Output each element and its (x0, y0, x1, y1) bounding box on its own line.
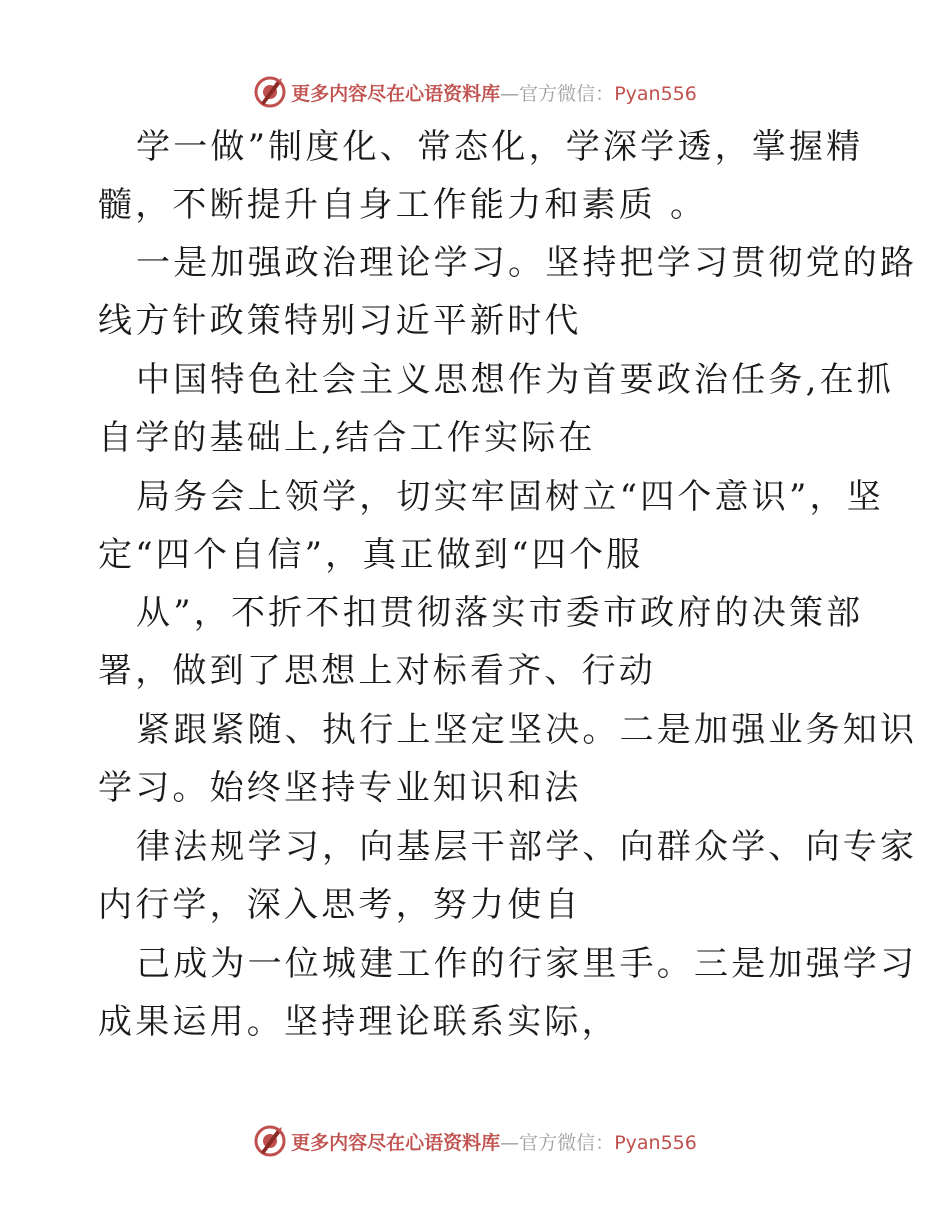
paragraph-line: 线方针政策特别习近平新时代 (98, 301, 582, 341)
paragraph-line: 局务会上领学，切实牢固树立“四个意识”，坚 (136, 477, 884, 517)
banner-prefix: 更多内容尽在心语资料库 (291, 1131, 501, 1154)
banner-dash: — (500, 82, 520, 105)
paragraph-line: 髓，不断提升自身工作能力和素质 。 (98, 185, 708, 225)
paragraph-line: 学一做”制度化、常态化，学深学透，掌握精 (136, 127, 864, 167)
paragraph-line: 定“四个自信”，真正做到“四个服 (98, 535, 644, 575)
paragraph-line: 自学的基础上,结合工作实际在 (98, 418, 596, 458)
banner-dash: — (500, 1131, 520, 1154)
quill-logo-icon (253, 1124, 287, 1158)
paragraph-line: 署，做到了思想上对标看齐、行动 (98, 651, 656, 691)
paragraph-line: 己成为一位城建工作的行家里手。三是加强学习 (136, 944, 918, 984)
banner-prefix: 更多内容尽在心语资料库 (291, 82, 501, 105)
banner-account: Pyan556 (614, 82, 697, 105)
paragraph-line: 成果运用。坚持理论联系实际， (98, 1002, 619, 1042)
paragraph-line: 一是加强政治理论学习。坚持把学习贯彻党的路 (136, 243, 918, 283)
banner-label: 官方微信： (519, 82, 615, 105)
paragraph-line: 从”，不折不扣贯彻落实市委市政府的决策部 (136, 593, 864, 633)
banner-account: Pyan556 (614, 1131, 697, 1154)
paragraph-line: 律法规学习，向基层干部学、向群众学、向专家 (136, 827, 918, 867)
paragraph-line: 内行学，深入思考，努力使自 (98, 885, 582, 925)
paragraph-line: 学习。始终坚持专业知识和法 (98, 768, 582, 808)
banner-label: 官方微信： (519, 1131, 615, 1154)
quill-logo-icon (253, 75, 287, 109)
paragraph-line: 中国特色社会主义思想作为首要政治任务,在抓 (136, 360, 895, 400)
header-banner (0, 72, 950, 112)
paragraph-line: 紧跟紧随、执行上坚定坚决。二是加强业务知识 (136, 710, 918, 750)
footer-banner (0, 1121, 950, 1161)
